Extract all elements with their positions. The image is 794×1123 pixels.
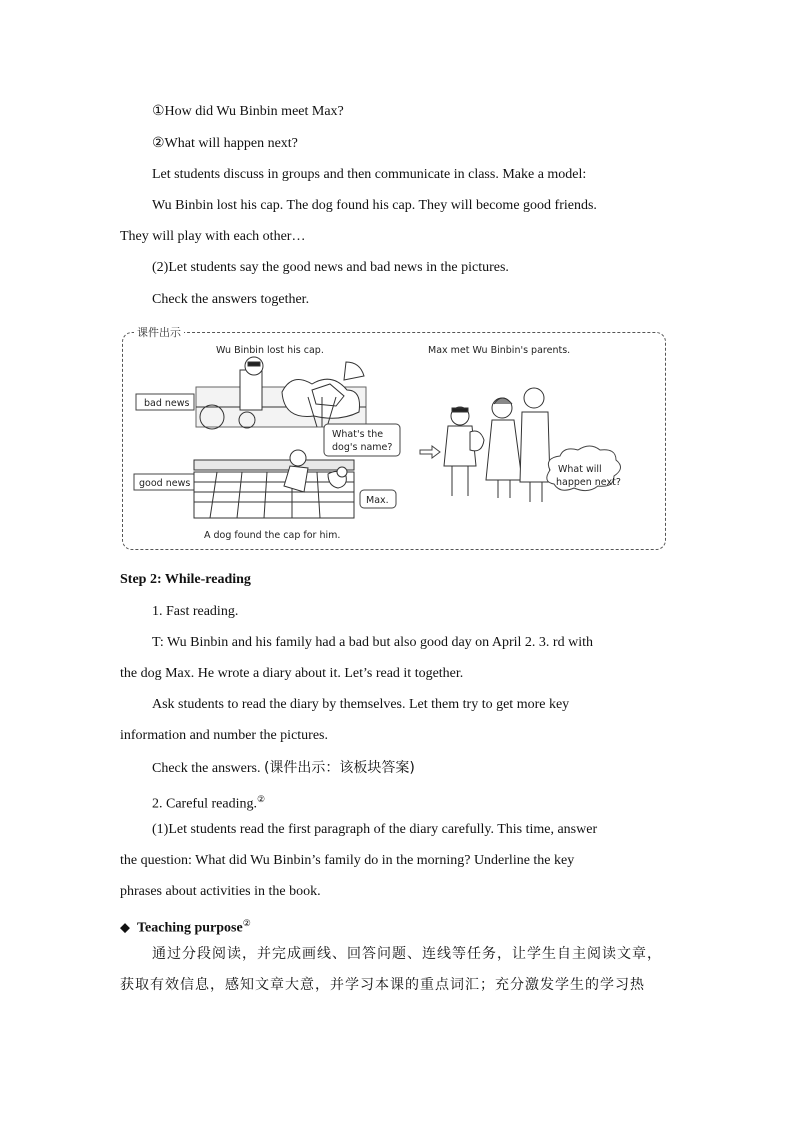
teaching-purpose-sup: ②: [242, 918, 251, 928]
paragraph-check-answers: Check the answers together.: [152, 292, 310, 307]
check-answers-cn: (课件出示：该板块答案): [263, 760, 415, 776]
figure-illustration: [122, 332, 664, 548]
careful-reading-text: 2. Careful reading.: [152, 796, 257, 812]
model-line-2: They will play with each other…: [120, 229, 306, 244]
boy-with-bike-drawing: [196, 357, 366, 429]
caption-bottom: A dog found the cap for him.: [204, 530, 341, 541]
dog-name-line-1: What's the: [332, 429, 384, 440]
paragraph-1-line-1: (1)Let students read the first paragraph of the diary carefully. This time, answer: [152, 822, 598, 837]
max-bubble-text: Max.: [366, 495, 389, 506]
teaching-purpose-heading: [120, 914, 251, 938]
teacher-line-1: T: Wu Binbin and his family had a bad but also good day on April 2. 3. rd with: [152, 635, 593, 650]
careful-reading-sup: ②: [256, 794, 266, 804]
careful-reading: [152, 790, 265, 814]
chinese-line-1: 通过分段阅读，并完成画线、回答问题、连线等任务，让学生自主阅读文章，: [152, 946, 662, 962]
paragraph-discuss: Let students discuss in groups and then communicate in class. Make a model:: [152, 167, 587, 182]
bad-news-text: bad news: [144, 398, 190, 409]
question-2: ②What will happen next?: [152, 136, 298, 151]
check-answers-line: [152, 759, 415, 778]
chinese-line-2: 获取有效信息，感知文章大意，并学习本课的重点词汇；充分激发学生的学习热: [120, 977, 645, 993]
dog-name-line-2: dog's name?: [332, 442, 393, 453]
step2-heading: Step 2: While-reading: [120, 572, 251, 587]
what-next-line-2: happen next?: [556, 477, 621, 488]
fast-reading: 1. Fast reading.: [152, 604, 239, 619]
diamond-icon: ◆: [120, 920, 130, 936]
figure-label: 课件出示: [134, 324, 184, 340]
arrow-icon: [420, 446, 440, 458]
good-news-text: good news: [139, 478, 191, 489]
check-answers-en: Check the answers.: [152, 761, 264, 776]
paragraph-1-line-3: phrases about activities in the book.: [120, 884, 321, 899]
teaching-purpose-text: Teaching purpose: [137, 920, 243, 936]
what-next-line-1: What will: [558, 464, 602, 475]
paragraph-good-bad-news: (2)Let students say the good news and bad news in the pictures.: [152, 260, 509, 275]
ask-line-2: information and number the pictures.: [120, 728, 328, 743]
teacher-line-2: the dog Max. He wrote a diary about it. Let’s read it together.: [120, 666, 464, 681]
parents-meet-max-drawing: [444, 388, 550, 502]
ask-line-1: Ask students to read the diary by themselves. Let them try to get more key: [152, 697, 570, 712]
question-1: ①How did Wu Binbin meet Max?: [152, 104, 344, 119]
model-line-1: Wu Binbin lost his cap. The dog found his cap. They will become good friends.: [152, 198, 597, 213]
caption-top-right: Max met Wu Binbin's parents.: [428, 345, 571, 356]
caption-top-left: Wu Binbin lost his cap.: [216, 345, 324, 356]
dog-found-cap-drawing: [194, 450, 354, 518]
paragraph-1-line-2: the question: What did Wu Binbin’s family do in the morning? Underline the key: [120, 853, 575, 868]
